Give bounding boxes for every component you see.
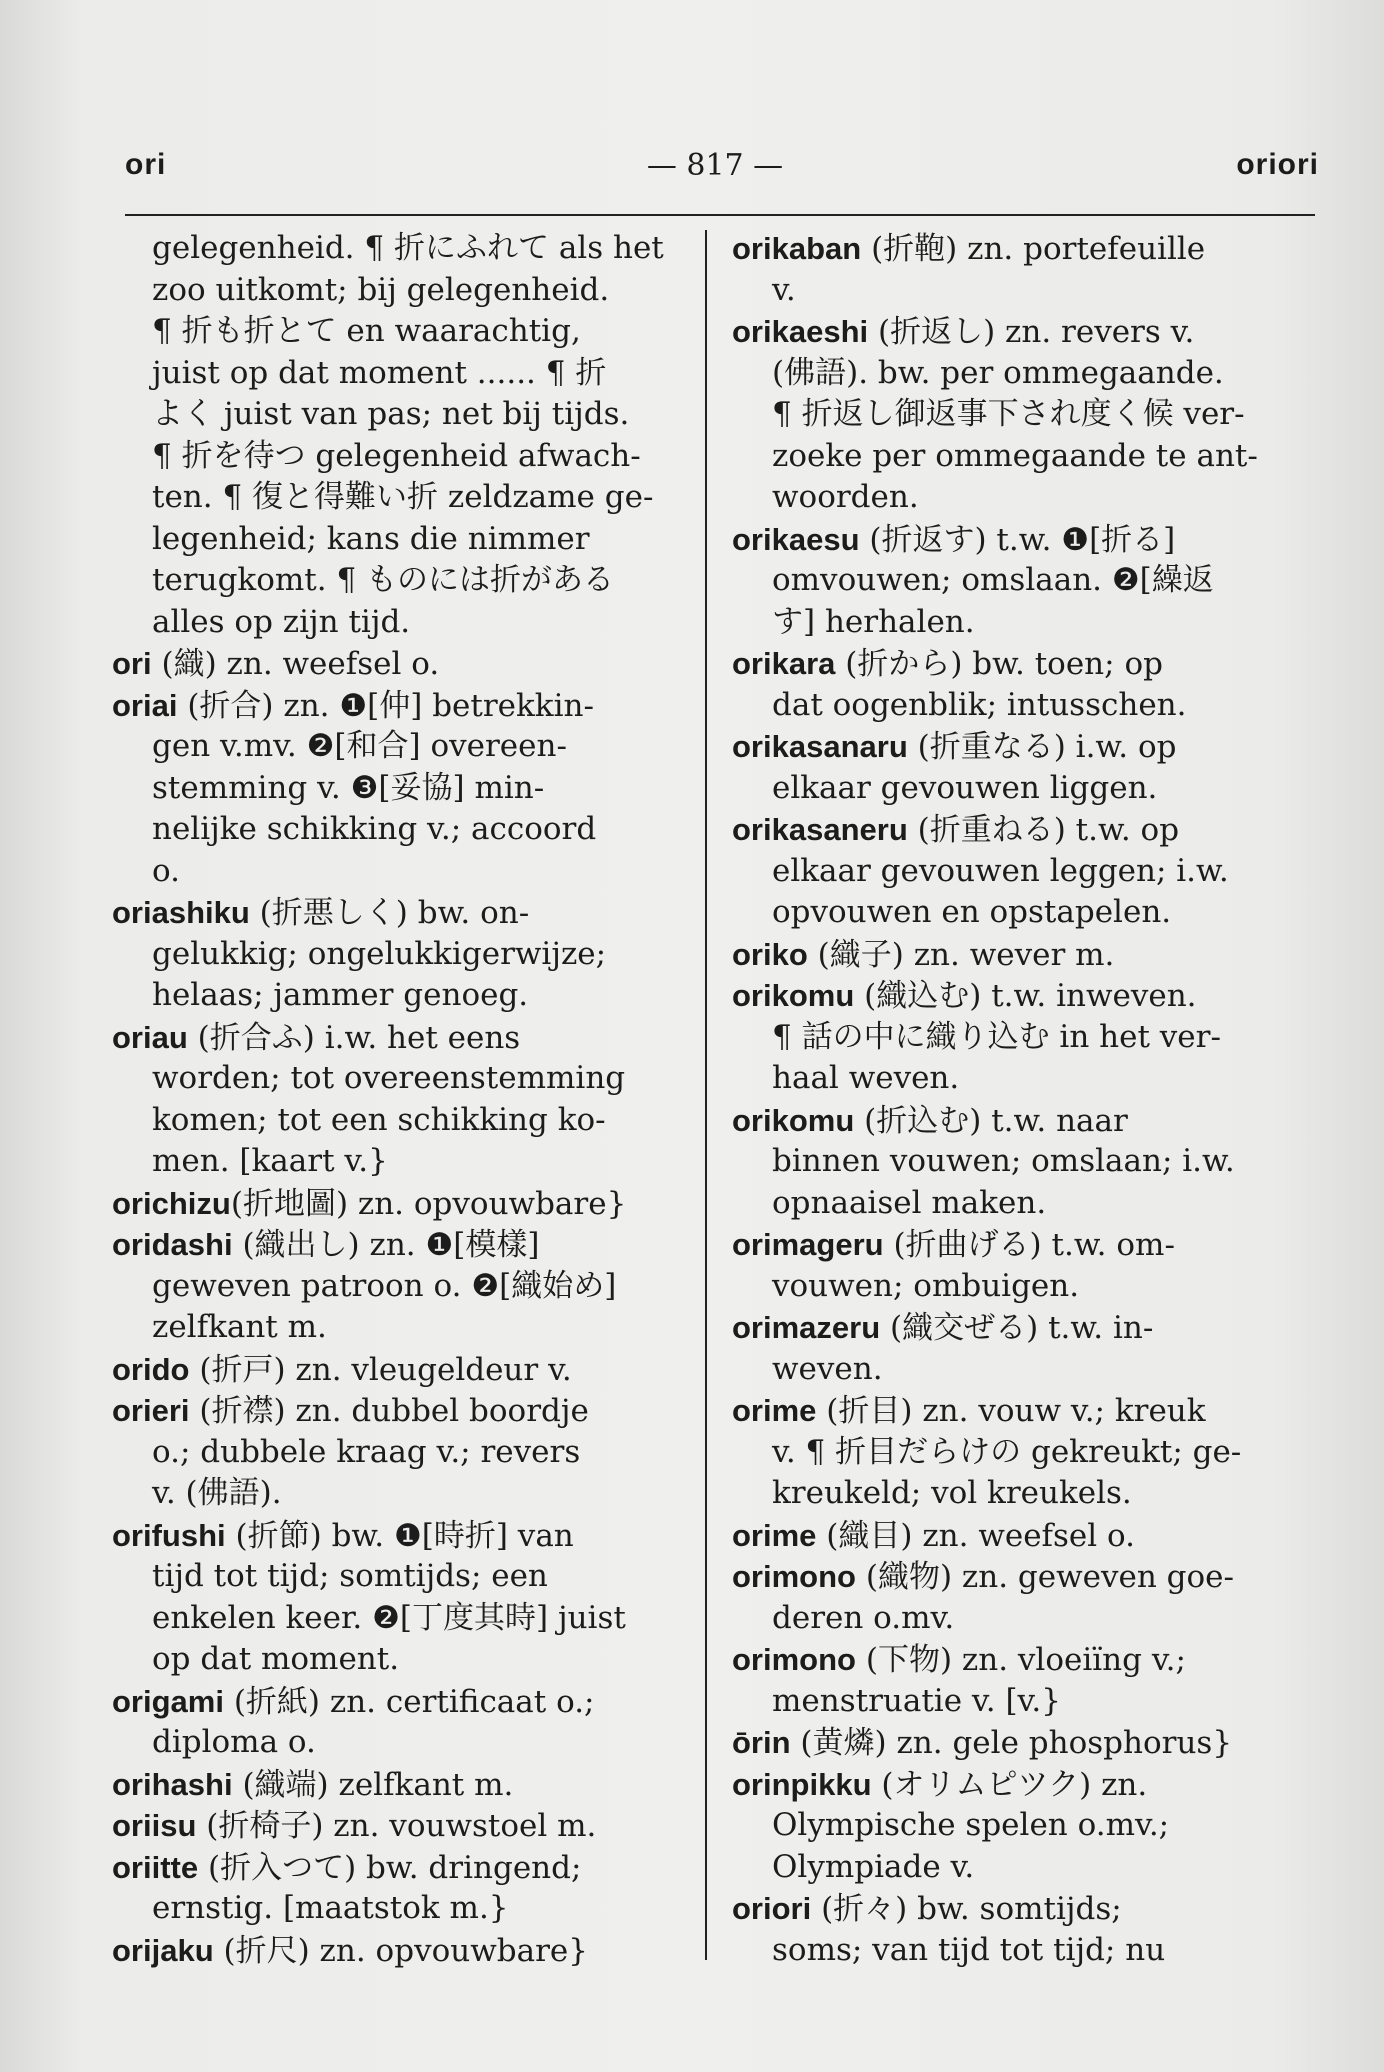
entry-text: ¶ 折も折とて en waarachtig, (152, 313, 581, 349)
continuation-line (732, 1183, 1322, 1225)
headword: orinpikku (732, 1766, 872, 1802)
entry-text: v. ¶ 折目だらけの gekreukt; ge- (772, 1433, 1242, 1470)
entry-line (112, 1805, 690, 1847)
entry-text: opnaaisel maken. (772, 1184, 1047, 1221)
entry-line (112, 1764, 690, 1806)
headword: oriashiku (112, 895, 250, 930)
headword: ōrin (732, 1725, 791, 1760)
entry-text: haal weven. (772, 1060, 960, 1096)
entry-text: (折返し) zn. revers v. (868, 314, 1195, 350)
headword: orimono (732, 1642, 856, 1677)
entry-text: diploma o. (152, 1724, 316, 1760)
headword: ori (112, 646, 152, 681)
entry-text: (下物) zn. vloeiïng v.; (856, 1642, 1186, 1678)
entry-text: ernstig. [maatstok m.} (152, 1890, 509, 1926)
entry-text: (織交ぜる) t.w. in- (880, 1310, 1154, 1346)
entry-text: (折曲げる) t.w. om- (883, 1227, 1175, 1263)
continuation-line (112, 353, 690, 395)
continuation-line (732, 602, 1322, 644)
continuation-line (112, 228, 690, 270)
headword: orieri (112, 1393, 190, 1428)
continuation-line (112, 1141, 690, 1183)
continuation-line (112, 270, 690, 312)
entry-text: ¶ 話の中に織り込む in het ver- (772, 1018, 1221, 1055)
entry-line (732, 1722, 1322, 1764)
page-number: — 817 — (646, 148, 784, 183)
entry-text: (折から) bw. toen; op (835, 646, 1163, 682)
entry-text: zoo uitkomt; bij gelegenheid. (152, 271, 610, 308)
headword: oridashi (112, 1227, 233, 1262)
entry-text: woorden. (772, 479, 919, 515)
entry-text: men. [kaart v.} (152, 1143, 388, 1179)
entry-text: (折々) bw. somtijds; (811, 1891, 1122, 1927)
headword: orime (732, 1393, 817, 1428)
headword: orichizu (112, 1185, 231, 1221)
entry-text: legenheid; kans die nimmer (152, 520, 590, 557)
entry-line (112, 1930, 690, 1972)
entry-text: (折尺) zn. opvouwbare} (213, 1932, 588, 1969)
entry-line (732, 1515, 1322, 1557)
entry-text: o. (152, 852, 180, 889)
headword: orikomu (732, 978, 855, 1013)
entry-text: (折節) bw. ❶[時折] van (225, 1517, 574, 1554)
headword: orikomu (732, 1102, 855, 1138)
continuation-line (112, 394, 690, 436)
continuation-line (732, 477, 1322, 519)
entry-line (112, 1515, 690, 1557)
headword: oriau (112, 1019, 188, 1055)
entry-line (732, 1307, 1322, 1349)
entry-line (732, 1100, 1322, 1142)
entry-text: stemming v. ❸[妥協] min- (152, 769, 545, 806)
headword: orimazeru (732, 1310, 881, 1345)
continuation-line (112, 1556, 690, 1598)
headword: orikasaneru (732, 812, 908, 847)
entry-line (112, 1681, 690, 1723)
continuation-line (732, 1847, 1322, 1889)
entry-line (112, 1390, 690, 1432)
entry-text: alles op zijn tijd. (152, 603, 411, 640)
continuation-line (732, 1017, 1322, 1059)
entry-text: (折椅子) zn. vouwstoel m. (196, 1808, 597, 1844)
entry-text: zelfkant m. (152, 1309, 327, 1345)
continuation-line (112, 1888, 690, 1930)
entry-text: ¶ 折返し御返事下され度く候 ver- (772, 396, 1245, 432)
continuation-line (112, 1598, 690, 1640)
headword: oriisu (112, 1808, 197, 1843)
entry-text: terugkomt. ¶ ものには折がある (152, 562, 615, 598)
entry-text: gelegenheid. ¶ 折にふれて als het (152, 230, 664, 266)
entry-text: Olympiade v. (772, 1848, 975, 1885)
entry-text: omvouwen; omslaan. ❷[繰返 (772, 562, 1214, 598)
entry-text: (折鞄) zn. portefeuille (861, 231, 1206, 267)
entry-text: soms; van tijd tot tijd; nu (772, 1931, 1166, 1968)
entry-text: (折悪しく) bw. on- (249, 895, 530, 931)
entry-text: nelijke schikking v.; accoord (152, 811, 597, 847)
continuation-line (732, 1473, 1322, 1515)
continuation-line (112, 477, 690, 519)
entry-text: zoeke per ommegaande te ant- (772, 437, 1258, 474)
entry-line (732, 1888, 1322, 1930)
continuation-line (732, 851, 1322, 893)
entry-line (732, 1224, 1322, 1266)
entry-line (732, 934, 1322, 976)
headword: orikara (732, 646, 836, 681)
entry-text: (折目) zn. vouw v.; kreuk (816, 1393, 1206, 1429)
continuation-line (112, 1100, 690, 1142)
entry-text: (折合ふ) i.w. het eens (187, 1019, 521, 1056)
entry-text: (折戸) zn. vleugeldeur v. (189, 1351, 572, 1388)
entry-text: (折込む) t.w. naar (854, 1102, 1128, 1139)
headword: orijaku (112, 1932, 214, 1968)
entry-text: (織) zn. weefsel o. (151, 646, 440, 682)
entry-text: (黄燐) zn. gele phosphorus} (790, 1725, 1233, 1761)
continuation-line (112, 560, 690, 602)
entry-line (732, 975, 1322, 1017)
entry-text: ¶ 折を待つ gelegenheid afwach- (152, 437, 641, 474)
continuation-line (112, 851, 690, 893)
entry-text: (織子) zn. wever m. (807, 936, 1115, 973)
continuation-line (112, 436, 690, 478)
continuation-line (732, 1598, 1322, 1640)
entry-text: (折襟) zn. dubbel boordje (189, 1393, 589, 1429)
continuation-line (732, 1349, 1322, 1391)
continuation-line (112, 768, 690, 810)
entry-line (732, 228, 1322, 270)
entry-text: v. (佛語). (152, 1475, 282, 1511)
entry-text: gelukkig; ongelukkigerwijze; (152, 935, 607, 972)
continuation-line (732, 436, 1322, 478)
continuation-line (732, 270, 1322, 312)
headword: orikasanaru (732, 729, 908, 764)
entry-text: (織出し) zn. ❶[模樣] (232, 1227, 540, 1263)
continuation-line (112, 1722, 690, 1764)
headword: oriori (732, 1891, 812, 1926)
continuation-line (112, 311, 690, 353)
entry-text: (折返す) t.w. ❶[折る] (859, 521, 1176, 558)
entry-text: gen v.mv. ❷[和合] overeen- (152, 728, 567, 764)
entry-text: (佛語). bw. per ommegaande. (772, 354, 1224, 391)
entry-line (732, 1639, 1322, 1681)
entry-text: vouwen; ombuigen. (772, 1267, 1080, 1304)
headword: origami (112, 1683, 224, 1719)
entry-text: (織端) zelfkant m. (232, 1766, 514, 1803)
continuation-line (732, 1141, 1322, 1183)
headword: orikaeshi (732, 314, 869, 349)
entry-text: dat oogenblik; intusschen. (772, 686, 1187, 723)
entry-line (732, 1764, 1322, 1806)
entry-text: tijd tot tijd; somtijds; een (152, 1558, 548, 1594)
entry-text: juist op dat moment ...... ¶ 折 (152, 354, 607, 391)
continuation-line (732, 394, 1322, 436)
entry-line (732, 311, 1322, 353)
continuation-line (112, 1432, 690, 1474)
entry-line (112, 685, 690, 727)
column-divider (705, 230, 707, 1960)
entry-text: (織物) zn. geweven goe- (856, 1559, 1234, 1595)
headword: orido (112, 1351, 190, 1387)
entry-line (732, 809, 1322, 851)
continuation-line (732, 1681, 1322, 1723)
entry-line (732, 1556, 1322, 1598)
entry-text: (折紙) zn. certificaat o.; (223, 1683, 595, 1720)
continuation-line (732, 1805, 1322, 1847)
entry-text: (オリムピツク) zn. (871, 1766, 1148, 1803)
entry-text: (折入つて) bw. dringend; (198, 1849, 582, 1886)
continuation-line (732, 560, 1322, 602)
continuation-line (112, 1639, 690, 1681)
headword: orimono (732, 1559, 856, 1594)
entry-line (732, 1390, 1322, 1432)
entry-text: v. (772, 271, 796, 308)
entry-line (732, 643, 1322, 685)
entry-text: helaas; jammer genoeg. (152, 977, 529, 1013)
header-rule (125, 214, 1315, 216)
entry-text: binnen vouwen; omslaan; i.w. (772, 1143, 1235, 1179)
continuation-line (732, 768, 1322, 810)
continuation-line (732, 353, 1322, 395)
continuation-line (732, 892, 1322, 934)
entry-text: (折重なる) i.w. op (907, 729, 1177, 765)
entry-text: (織目) zn. weefsel o. (816, 1517, 1136, 1554)
right-column (732, 228, 1322, 1971)
headword: oriai (112, 687, 178, 723)
entry-line (112, 1847, 690, 1889)
entry-line (112, 1183, 690, 1225)
continuation-line (732, 1266, 1322, 1308)
entry-text: (折重ねる) t.w. op (907, 812, 1180, 848)
continuation-line (112, 726, 690, 768)
continuation-line (732, 1432, 1322, 1474)
running-head-left: ori (125, 148, 167, 181)
entry-text: elkaar gevouwen leggen; i.w. (772, 852, 1229, 889)
entry-text: enkelen keer. ❷[丁度其時] juist (152, 1599, 626, 1636)
headword: oriko (732, 936, 808, 972)
continuation-line (112, 1473, 690, 1515)
entry-text: (織込む) t.w. inweven. (854, 978, 1197, 1014)
entry-text: (折地圖) zn. opvouwbare} (230, 1185, 627, 1222)
headword: orimageru (732, 1227, 884, 1262)
entry-text: op dat moment. (152, 1641, 400, 1677)
continuation-line (112, 1058, 690, 1100)
entry-text: Olympische spelen o.mv.; (772, 1807, 1170, 1843)
entry-text: komen; tot een schikking ko- (152, 1101, 606, 1138)
headword: orikaesu (732, 521, 860, 557)
entry-line (112, 1349, 690, 1391)
continuation-line (112, 602, 690, 644)
continuation-line (112, 1266, 690, 1308)
entry-text: す] herhalen. (772, 603, 975, 640)
continuation-line (112, 519, 690, 561)
entry-text: opvouwen en opstapelen. (772, 894, 1172, 930)
entry-line (732, 519, 1322, 561)
continuation-line (732, 685, 1322, 727)
entry-text: geweven patroon o. ❷[織始め] (152, 1267, 617, 1304)
entry-text: elkaar gevouwen liggen. (772, 769, 1158, 806)
entry-line (112, 643, 690, 685)
entry-text: menstruatie v. [v.} (772, 1682, 1061, 1719)
continuation-line (112, 975, 690, 1017)
entry-line (112, 1017, 690, 1059)
entry-text: worden; tot overeenstemming (152, 1060, 626, 1096)
running-head-right: oriori (1236, 148, 1319, 181)
entry-text: deren o.mv. (772, 1599, 955, 1636)
entry-text: kreukeld; vol kreukels. (772, 1475, 1132, 1511)
headword: orikaban (732, 231, 862, 266)
headword: orifushi (112, 1517, 226, 1553)
entry-line (732, 726, 1322, 768)
headword: oriitte (112, 1849, 199, 1885)
continuation-line (112, 809, 690, 851)
continuation-line (732, 1058, 1322, 1100)
entry-text: (折合) zn. ❶[仲] betrekkin- (177, 687, 594, 724)
continuation-line (112, 934, 690, 976)
entry-line (112, 892, 690, 934)
headword: orihashi (112, 1766, 233, 1802)
entry-line (112, 1224, 690, 1266)
entry-text: o.; dubbele kraag v.; revers (152, 1433, 581, 1470)
entry-text: ten. ¶ 復と得難い折 zeldzame ge- (152, 479, 654, 515)
entry-text: よく juist van pas; net bij tijds. (152, 396, 630, 432)
entry-text: weven. (772, 1350, 883, 1387)
headword: orime (732, 1517, 817, 1553)
continuation-line (732, 1930, 1322, 1972)
continuation-line (112, 1307, 690, 1349)
left-column (112, 228, 690, 1971)
